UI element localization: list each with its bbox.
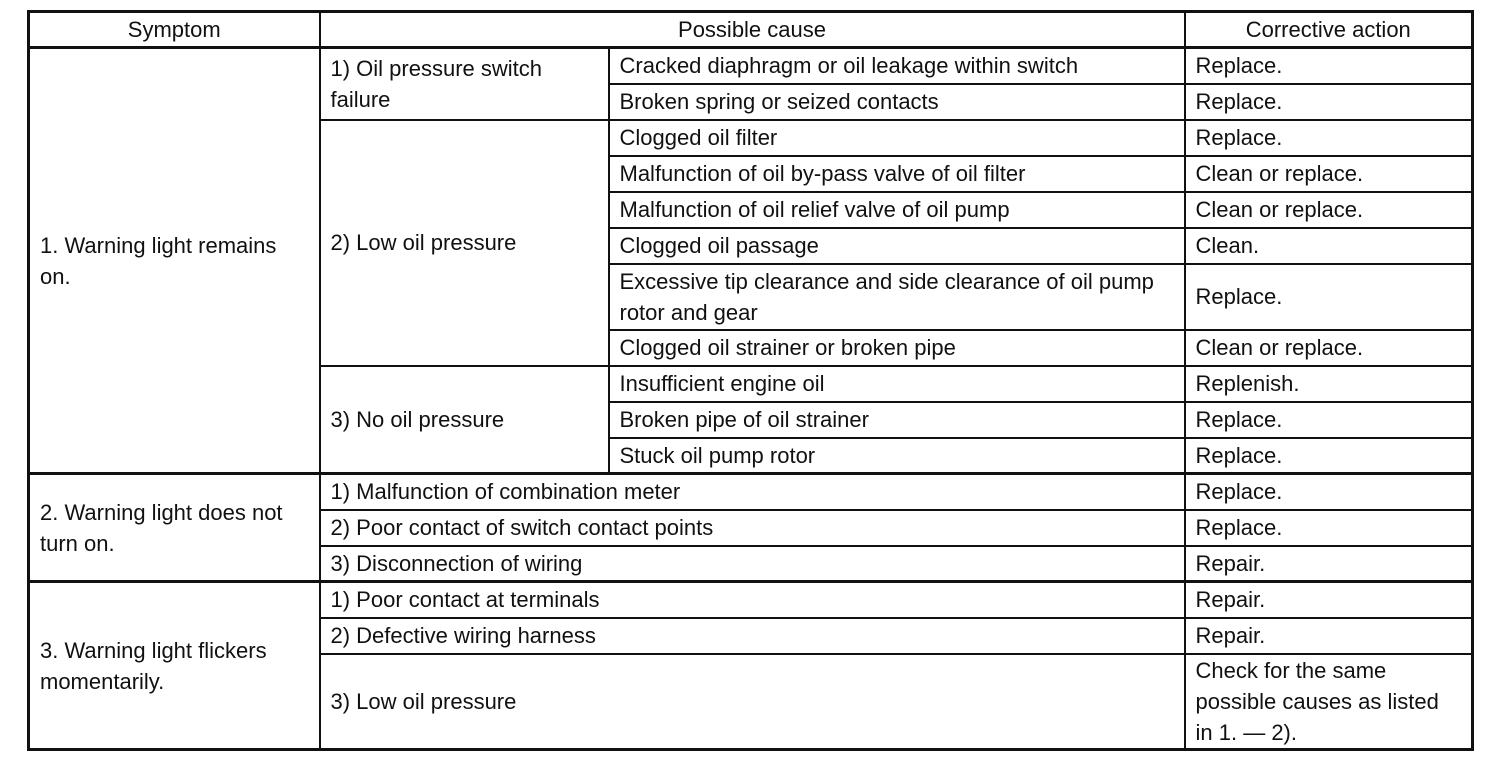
action-cell: Replace. (1185, 438, 1473, 474)
action-cell: Repair. (1185, 582, 1473, 618)
header-possible-cause: Possible cause (320, 12, 1185, 48)
action-cell: Replace. (1185, 84, 1473, 120)
cause-cell: 1) Malfunction of combination meter (320, 474, 1185, 510)
action-cell: Replace. (1185, 510, 1473, 546)
action-cell: Check for the same possible causes as listed in 1. — 2). (1185, 654, 1473, 750)
detail-cell: Clogged oil filter (609, 120, 1185, 156)
header-corrective-action: Corrective action (1185, 12, 1473, 48)
action-cell: Clean. (1185, 228, 1473, 264)
detail-cell: Stuck oil pump rotor (609, 438, 1185, 474)
cause-cell: 3) Low oil pressure (320, 654, 1185, 750)
detail-cell: Malfunction of oil by-pass valve of oil filter (609, 156, 1185, 192)
cause-cell: 2) Poor contact of switch contact points (320, 510, 1185, 546)
symptom-cell: 3. Warning light flickers momentarily. (29, 582, 320, 750)
detail-cell: Clogged oil passage (609, 228, 1185, 264)
action-cell: Replace. (1185, 120, 1473, 156)
detail-cell: Malfunction of oil relief valve of oil pump (609, 192, 1185, 228)
action-cell: Clean or replace. (1185, 330, 1473, 366)
symptom-cell: 2. Warning light does not turn on. (29, 474, 320, 582)
action-cell: Repair. (1185, 546, 1473, 582)
header-symptom: Symptom (29, 12, 320, 48)
action-cell: Repair. (1185, 618, 1473, 654)
detail-cell: Broken spring or seized contacts (609, 84, 1185, 120)
detail-cell: Clogged oil strainer or broken pipe (609, 330, 1185, 366)
cause-cell: 2) Low oil pressure (320, 120, 609, 366)
cause-cell: 2) Defective wiring harness (320, 618, 1185, 654)
detail-cell: Broken pipe of oil strainer (609, 402, 1185, 438)
table-row (29, 582, 1473, 618)
action-cell: Replace. (1185, 264, 1473, 330)
detail-cell: Insufficient engine oil (609, 366, 1185, 402)
header-row (29, 12, 1473, 48)
action-cell: Clean or replace. (1185, 156, 1473, 192)
detail-cell: Excessive tip clearance and side clearance of oil pump rotor and gear (609, 264, 1185, 330)
action-cell: Replenish. (1185, 366, 1473, 402)
cause-cell: 1) Poor contact at terminals (320, 582, 1185, 618)
cause-cell: 3) No oil pressure (320, 366, 609, 474)
troubleshooting-table (27, 10, 1474, 751)
action-cell: Replace. (1185, 48, 1473, 84)
symptom-cell: 1. Warning light remains on. (29, 48, 320, 474)
action-cell: Clean or replace. (1185, 192, 1473, 228)
action-cell: Replace. (1185, 402, 1473, 438)
table-row (29, 48, 1473, 84)
table-row (29, 474, 1473, 510)
cause-cell: 3) Disconnection of wiring (320, 546, 1185, 582)
cause-cell: 1) Oil pressure switch failure (320, 48, 609, 120)
detail-cell: Cracked diaphragm or oil leakage within switch (609, 48, 1185, 84)
action-cell: Replace. (1185, 474, 1473, 510)
